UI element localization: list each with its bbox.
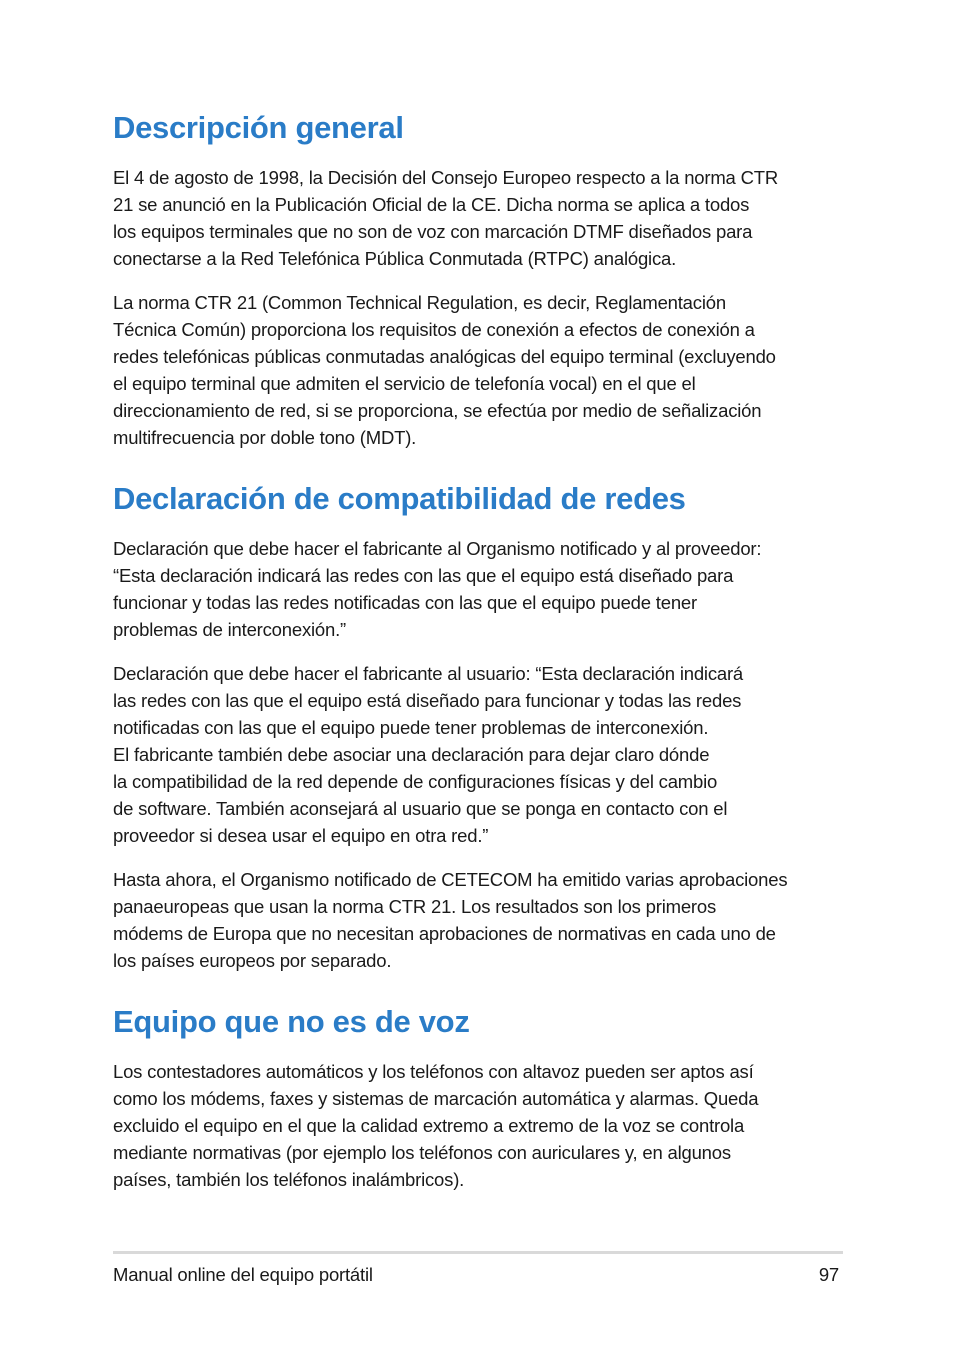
- text-line: direccionamiento de red, si se proporciona, se efectúa por medio de señalización: [113, 400, 762, 421]
- text-line: los países europeos por separado.: [113, 950, 392, 971]
- page-footer: [113, 1262, 839, 1288]
- section-descripcion-general: [113, 106, 843, 451]
- text-line: funcionar y todas las redes notificadas con las que el equipo puede tener: [113, 592, 697, 613]
- footer-title: Manual online del equipo portátil: [113, 1264, 373, 1285]
- text-line: módems de Europa que no necesitan aprobaciones de normativas en cada uno de: [113, 923, 776, 944]
- section-title: Declaración de compatibilidad de redes: [113, 481, 686, 516]
- section-title: Equipo que no es de voz: [113, 1004, 470, 1039]
- text-line: proveedor si desea usar el equipo en otra red.”: [113, 825, 489, 846]
- text-line: mediante normativas (por ejemplo los teléfonos con auriculares y, en algunos: [113, 1142, 731, 1163]
- section-equipo-no-voz: [113, 1000, 843, 1193]
- paragraph: [113, 164, 843, 272]
- paragraph: [113, 866, 843, 974]
- text-line: problemas de interconexión.”: [113, 619, 346, 640]
- paragraph: [113, 1058, 843, 1193]
- section-declaracion-compatibilidad: [113, 477, 843, 974]
- section-title: Descripción general: [113, 110, 404, 145]
- footer-divider: [113, 1251, 843, 1254]
- paragraph: [113, 289, 843, 451]
- text-line: de software. También aconsejará al usuario que se ponga en contacto con el: [113, 798, 728, 819]
- text-line: redes telefónicas públicas conmutadas analógicas del equipo terminal (excluyendo: [113, 346, 776, 367]
- text-line: los equipos terminales que no son de voz con marcación DTMF diseñados para: [113, 221, 753, 242]
- text-line: Técnica Común) proporciona los requisitos de conexión a efectos de conexión a: [113, 319, 755, 340]
- paragraph: [113, 535, 843, 643]
- text-line: La norma CTR 21 (Common Technical Regulation, es decir, Reglamentación: [113, 292, 726, 313]
- text-line: Los contestadores automáticos y los teléfonos con altavoz pueden ser aptos así: [113, 1061, 754, 1082]
- text-line: El 4 de agosto de 1998, la Decisión del Consejo Europeo respecto a la norma CTR: [113, 167, 778, 188]
- page-content: [113, 106, 843, 1210]
- text-line: Hasta ahora, el Organismo notificado de CETECOM ha emitido varias aprobaciones: [113, 869, 788, 890]
- text-line: notificadas con las que el equipo puede tener problemas de interconexión.: [113, 717, 709, 738]
- text-line: panaeuropeas que usan la norma CTR 21. Los resultados son los primeros: [113, 896, 717, 917]
- text-line: Declaración que debe hacer el fabricante al Organismo notificado y al proveedor:: [113, 538, 762, 559]
- text-line: excluido el equipo en el que la calidad extremo a extremo de la voz se controla: [113, 1115, 745, 1136]
- text-line: como los módems, faxes y sistemas de marcación automática y alarmas. Queda: [113, 1088, 759, 1109]
- page-number: 97: [818, 1264, 839, 1285]
- text-line: Declaración que debe hacer el fabricante al usuario: “Esta declaración indicará: [113, 663, 744, 684]
- text-line: 21 se anunció en la Publicación Oficial de la CE. Dicha norma se aplica a todos: [113, 194, 750, 215]
- paragraph: [113, 660, 843, 849]
- text-line: las redes con las que el equipo está diseñado para funcionar y todas las redes: [113, 690, 742, 711]
- text-line: “Esta declaración indicará las redes con las que el equipo está diseñado para: [113, 565, 734, 586]
- text-line: conectarse a la Red Telefónica Pública Conmutada (RTPC) analógica.: [113, 248, 677, 269]
- text-line: El fabricante también debe asociar una declaración para dejar claro dónde: [113, 744, 710, 765]
- text-line: la compatibilidad de la red depende de configuraciones físicas y del cambio: [113, 771, 718, 792]
- text-line: multifrecuencia por doble tono (MDT).: [113, 427, 417, 448]
- text-line: países, también los teléfonos inalámbricos).: [113, 1169, 465, 1190]
- text-line: el equipo terminal que admiten el servicio de telefonía vocal) en el que el: [113, 373, 696, 394]
